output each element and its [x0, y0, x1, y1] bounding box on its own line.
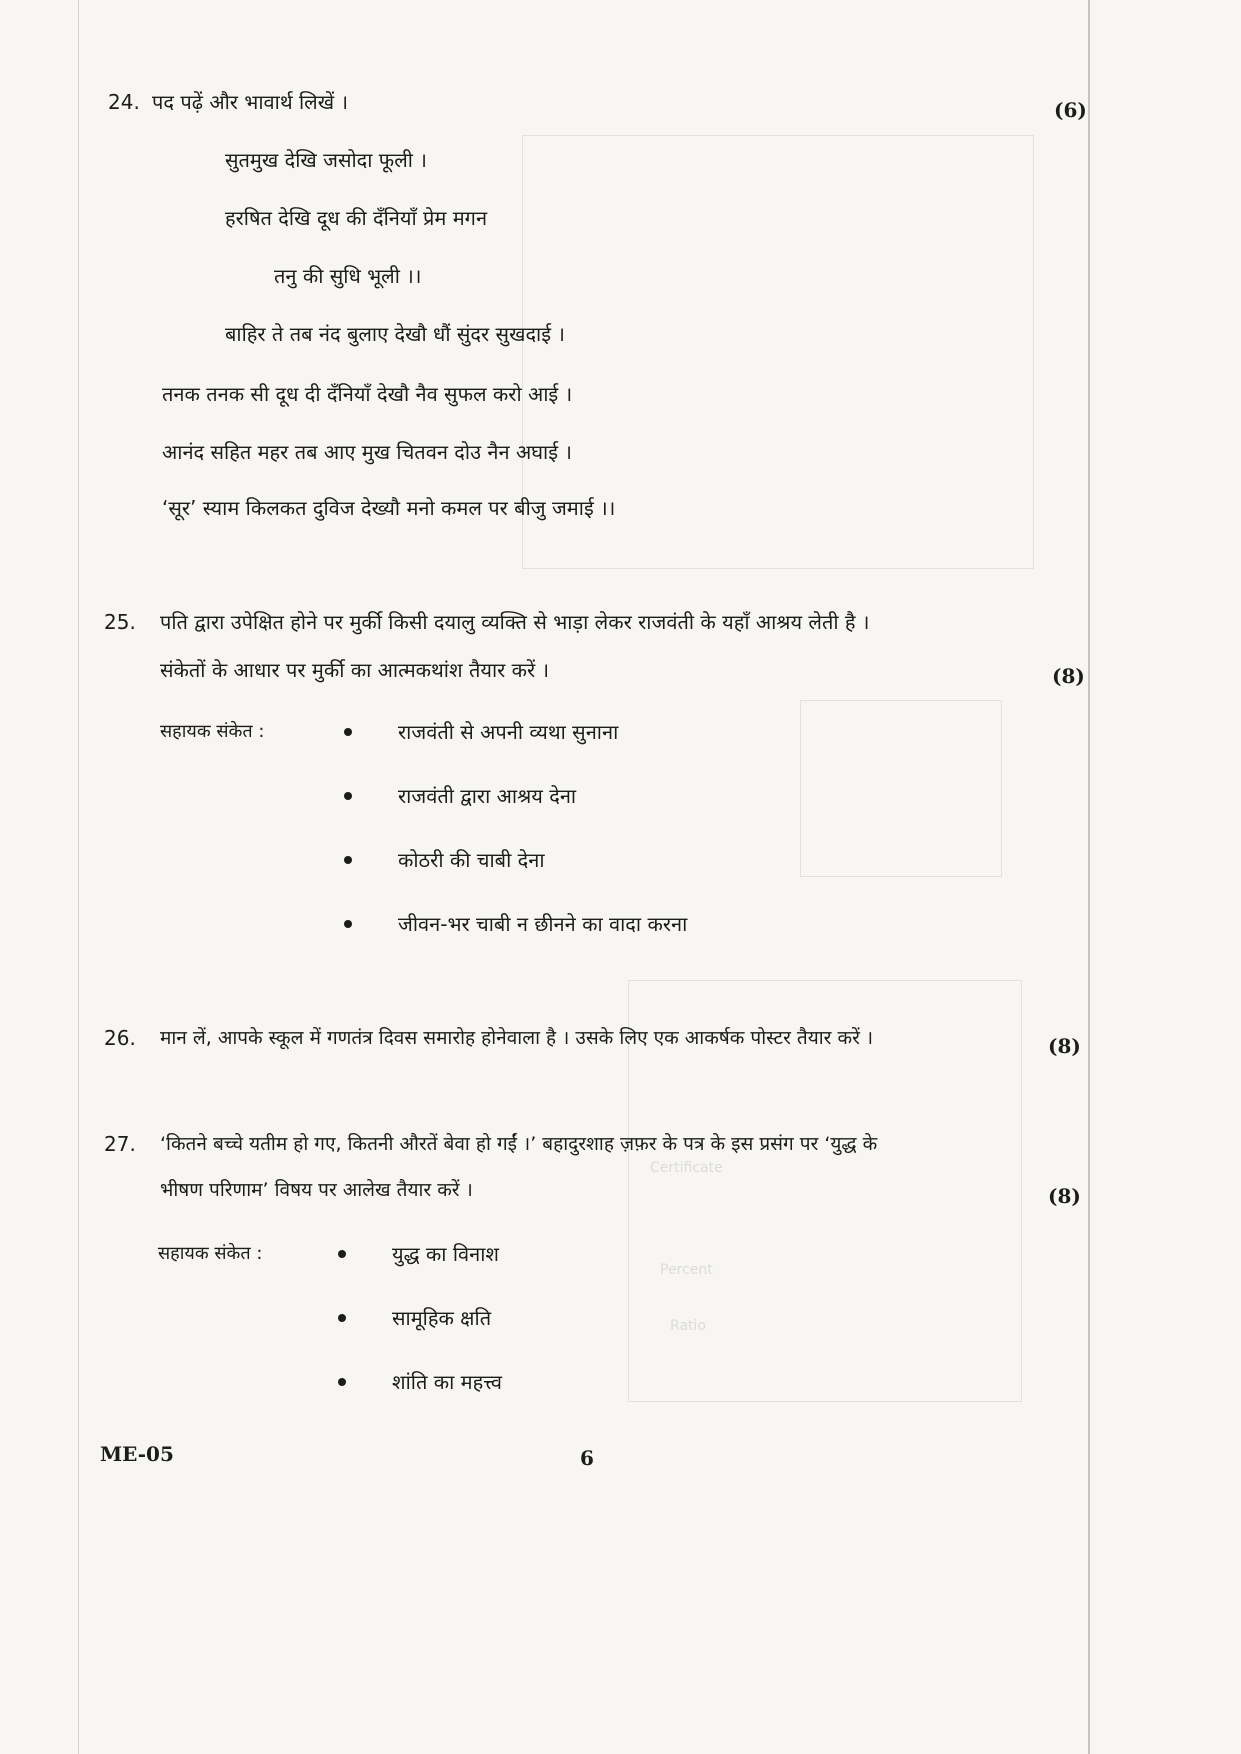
bleed-through-box [800, 700, 1002, 877]
paper-code: ME-05 [100, 1442, 174, 1466]
question-marks: (8) [1052, 664, 1085, 688]
question-text: पति द्वारा उपेक्षित होने पर मुर्की किसी दयालु व्यक्ति से भाड़ा लेकर राजवंती के यहाँ आश्रय लेती है । [160, 610, 870, 634]
scan-edge-left [78, 0, 79, 1754]
poem-line: आनंद सहित महर तब आए मुख चितवन दोउ नैन अघाई । [162, 440, 572, 464]
hint-item: जीवन-भर चाबी न छीनने का वादा करना [398, 912, 688, 936]
bleed-through-text: Percent [660, 1262, 713, 1278]
poem-line: बाहिर ते तब नंद बुलाए देखौ धौं सुंदर सुखदाई । [225, 322, 565, 346]
question-text: मान लें, आपके स्कूल में गणतंत्र दिवस समारोह होनेवाला है । उसके लिए एक आकर्षक पोस्टर तैयार करें । [160, 1027, 874, 1049]
poem-line: तनक तनक सी दूध दी दँनियाँ देखौ नैव सुफल करो आई । [162, 382, 573, 406]
bullet-icon [344, 792, 352, 800]
poem-line: हरषित देखि दूध की दँनियाँ प्रेम मगन [225, 206, 488, 230]
question-number: 26. [104, 1026, 136, 1050]
question-text: भीषण परिणाम’ विषय पर आलेख तैयार करें । [160, 1179, 473, 1201]
bullet-icon [338, 1250, 346, 1258]
hint-item: शांति का महत्त्व [392, 1370, 503, 1394]
bullet-icon [344, 728, 352, 736]
question-number: 27. [104, 1132, 136, 1156]
poem-line: सुतमुख देखि जसोदा फूली । [225, 148, 427, 172]
poem-line: ‘सूर’ स्याम किलकत दुविज देख्यौ मनो कमल पर बीजु जमाई ।। [162, 496, 616, 520]
bullet-icon [338, 1378, 346, 1386]
question-text: ‘कितने बच्चे यतीम हो गए, कितनी औरतें बेवा हो गईं ।’ बहादुरशाह ज़फ़र के पत्र के इस प्रसंग पर ‘युद्ध के [160, 1133, 878, 1155]
question-number: 25. [104, 610, 136, 634]
hint-item: कोठरी की चाबी देना [398, 848, 545, 872]
bleed-through-text: Ratio [670, 1318, 706, 1334]
hint-label: सहायक संकेत : [160, 721, 265, 742]
hint-item: युद्ध का विनाश [392, 1242, 500, 1266]
question-text: संकेतों के आधार पर मुर्की का आत्मकथांश तैयार करें । [160, 658, 550, 682]
bullet-icon [344, 920, 352, 928]
question-marks: (8) [1048, 1034, 1081, 1058]
scan-edge-right [1088, 0, 1090, 1754]
bullet-icon [338, 1314, 346, 1322]
question-marks: (6) [1054, 98, 1087, 122]
hint-item: राजवंती द्वारा आश्रय देना [398, 784, 577, 808]
bullet-icon [344, 856, 352, 864]
question-number: 24. [108, 90, 140, 114]
hint-item: सामूहिक क्षति [392, 1306, 492, 1330]
bleed-through-text: Certificate [650, 1160, 723, 1176]
hint-item: राजवंती से अपनी व्यथा सुनाना [398, 720, 619, 744]
page-number: 6 [580, 1446, 594, 1470]
question-prompt: पद पढ़ें और भावार्थ लिखें । [152, 90, 349, 114]
hint-label: सहायक संकेत : [158, 1243, 263, 1264]
question-marks: (8) [1048, 1184, 1081, 1208]
poem-line: तनु की सुधि भूली ।। [274, 264, 422, 288]
